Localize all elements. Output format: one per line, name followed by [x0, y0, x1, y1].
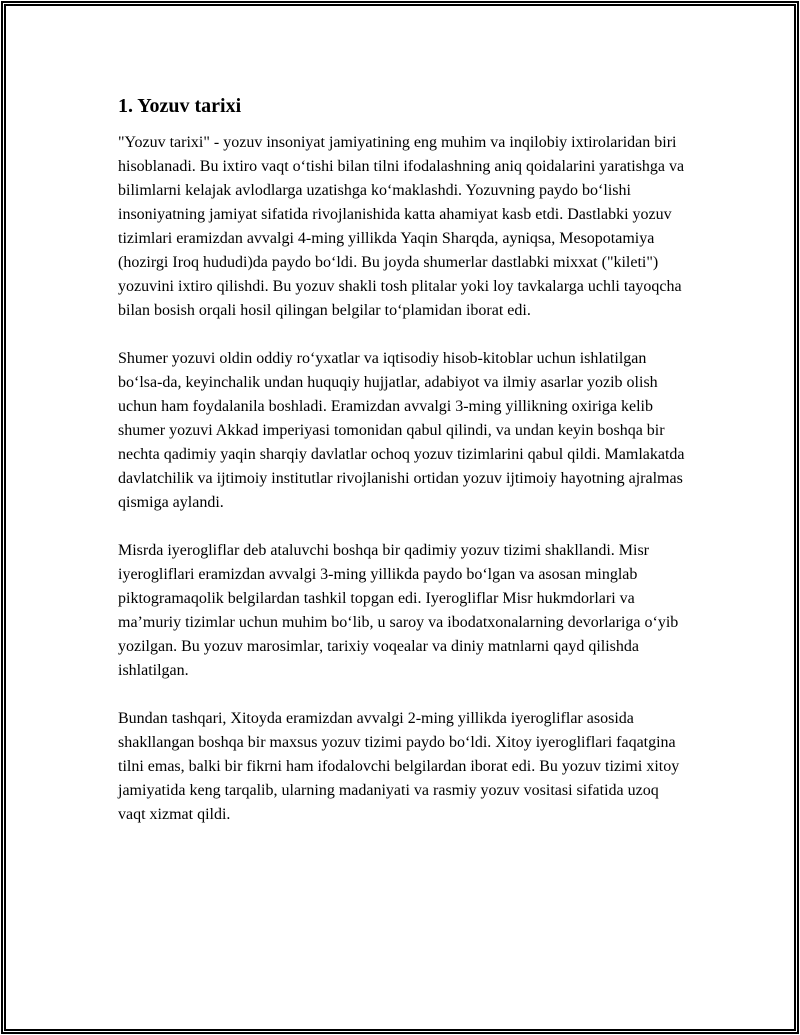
section-heading: 1. Yozuv tarixi	[118, 95, 242, 117]
paragraph-2: Shumer yozuvi oldin oddiy ro‘yxatlar va iqtisodiy hisob-kitoblar uchun ishlatilgan bo‘lsa-da, keyinchalik undan huquqiy hujjatlar, adabiyot va ilmiy asarlar yozib olish uchun ham foydalanila boshladi. Eramizdan avvalgi 3-ming yillikning oxiriga kelib shumer yozuvi Akkad imperiyasi tomonidan qabul qilindi, va undan keyin boshqa bir nechta qadimiy yaqin sharqiy davlatlar ochoq yozuv tizimlarini qabul qildi. Mamlakatda davlatchilik va ijtimoiy institutlar rivojlanishi ortidan yozuv ijtimoiy hayotning ajralmas qismiga aylandi.	[118, 350, 685, 511]
paragraph-3: Misrda iyerogliflar deb ataluvchi boshqa bir qadimiy yozuv tizimi shakllandi. Misr iyerogliflari eramizdan avvalgi 3-ming yillikda paydo bo‘lgan va asosan minglab piktogramaqolik belgilardan tashkil topgan edi. Iyerogliflar Misr hukmdorlari va ma’muriy tizimlar uchun muhim bo‘lib, u saroy va ibodatxonalarning devorlariga o‘yib yozilgan. Bu yozuv marosimlar, tarixiy voqealar va diniy matnlarni qayd qilishda ishlatilgan.	[118, 542, 679, 679]
paragraph-1: "Yozuv tarixi" - yozuv insoniyat jamiyatining eng muhim va inqilobiy ixtirolaridan biri hisoblanadi. Bu ixtiro vaqt o‘tishi bilan tilni ifodalashning aniq qoidalarini yaratishga va bilimlarni kelajak avlodlarga uzatishga ko‘maklashdi. Yozuvning paydo bo‘lishi insoniyatning jamiyat sifatida rivojlanishida katta ahamiyat kasb etdi. Dastlabki yozuv tizimlari eramizdan avvalgi 4-ming yillikda Yaqin Sharqda, ayniqsa, Mesopotamiya (hozirgi Iroq hududi)da paydo bo‘ldi. Bu joyda shumerlar dastlabki mixxat ("kileti") yozuvini ixtiro qilishdi. Bu yozuv shakli tosh plitalar yoki loy tavkalarga uchli tayoqcha bilan bosish orqali hosil qilingan belgilar to‘plamidan iborat edi.	[118, 134, 685, 319]
document-body	[118, 92, 688, 851]
paragraph-4: Bundan tashqari, Xitoyda eramizdan avvalgi 2-ming yillikda iyerogliflar asosida shakllangan boshqa bir maxsus yozuv tizimi paydo bo‘ldi. Xitoy iyerogliflari faqatgina tilni emas, balki bir fikrni ham ifodalovchi belgilardan iborat edi. Bu yozuv tizimi xitoy jamiyatida keng tarqalib, ularning madaniyati va rasmiy yozuv vositasi sifatida uzoq vaqt xizmat qildi.	[118, 710, 680, 823]
